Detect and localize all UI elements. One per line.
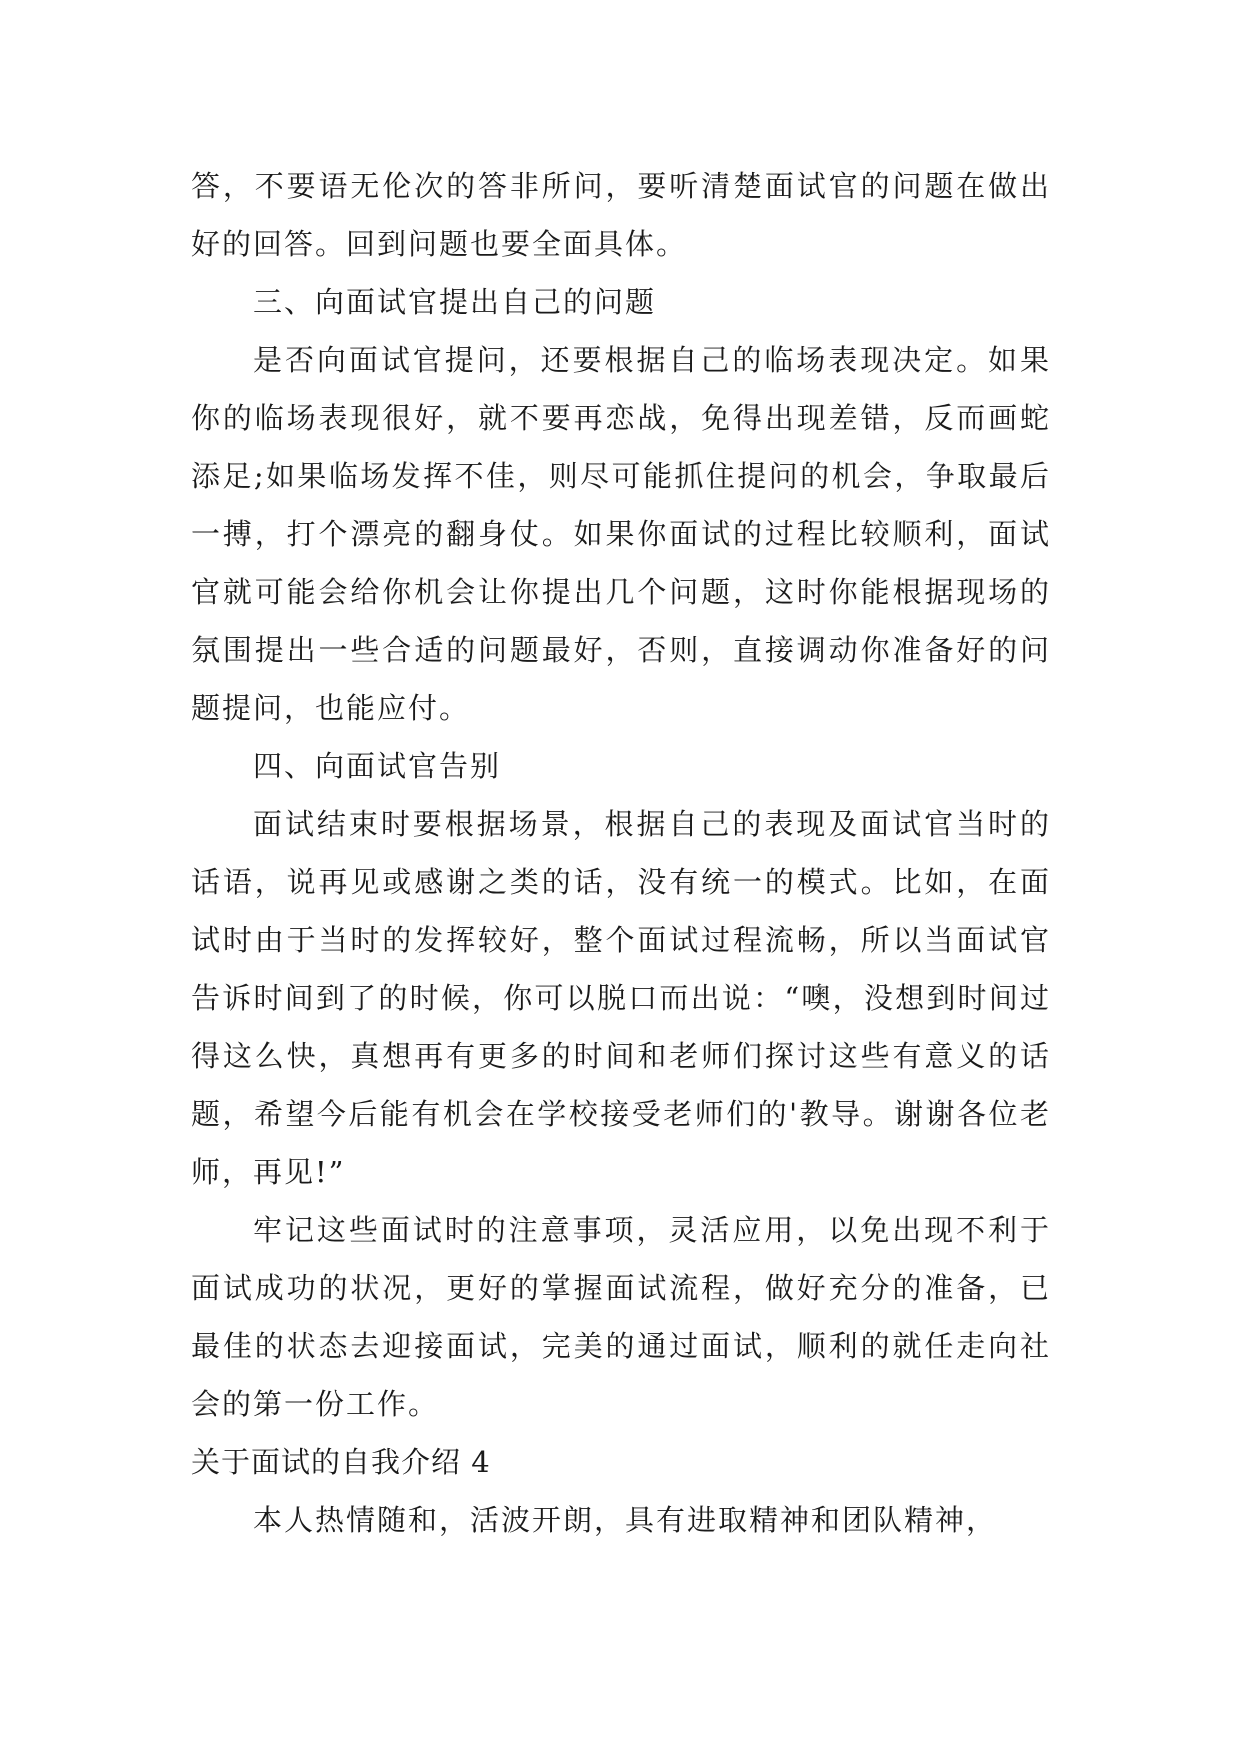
paragraph-summary: 牢记这些面试时的注意事项，灵活应用，以免出现不利于面试成功的状况，更好的掌握面试流程，做好充分的准备，已最佳的状态去迎接面试，完美的通过面试，顺利的就任走向社会的第一份工作。: [191, 1213, 1051, 1421]
paragraph-self-intro: 本人热情随和，活波开朗，具有进取精神和团队精神，: [253, 1503, 998, 1537]
paragraph-ask-questions: 是否向面试官提问，还要根据自己的临场表现决定。如果你的临场表现很好，就不要再恋战，免得出现差错，反而画蛇添足;如果临场发挥不佳，则尽可能抓住提问的机会，争取最后一搏，打个漂亮的翻身仗。如果你面试的过程比较顺利，面试官就可能会给你机会让你提出几个问题，这时你能根据现场的氛围提出一些合适的问题最好，否则，直接调动你准备好的问题提问，也能应付。: [191, 343, 1051, 725]
article-heading: 关于面试的自我介绍 4: [191, 1445, 491, 1479]
document-body: [191, 157, 1051, 1549]
paragraph-continuation: 答，不要语无伦次的答非所问，要听清楚面试官的问题在做出好的回答。回到问题也要全面具体。: [191, 169, 1051, 261]
section-heading-three: 三、向面试官提出自己的问题: [253, 285, 657, 319]
paragraph-farewell: 面试结束时要根据场景，根据自己的表现及面试官当时的话语，说再见或感谢之类的话，没有统一的模式。比如，在面试时由于当时的发挥较好，整个面试过程流畅，所以当面试官告诉时间到了的时候，你可以脱口而出说：“噢，没想到时间过得这么快，真想再有更多的时间和老师们探讨这些有意义的话题，希望今后能有机会在学校接受老师们的'教导。谢谢各位老师，再见!”: [191, 807, 1051, 1189]
section-heading-four: 四、向面试官告别: [253, 749, 502, 783]
